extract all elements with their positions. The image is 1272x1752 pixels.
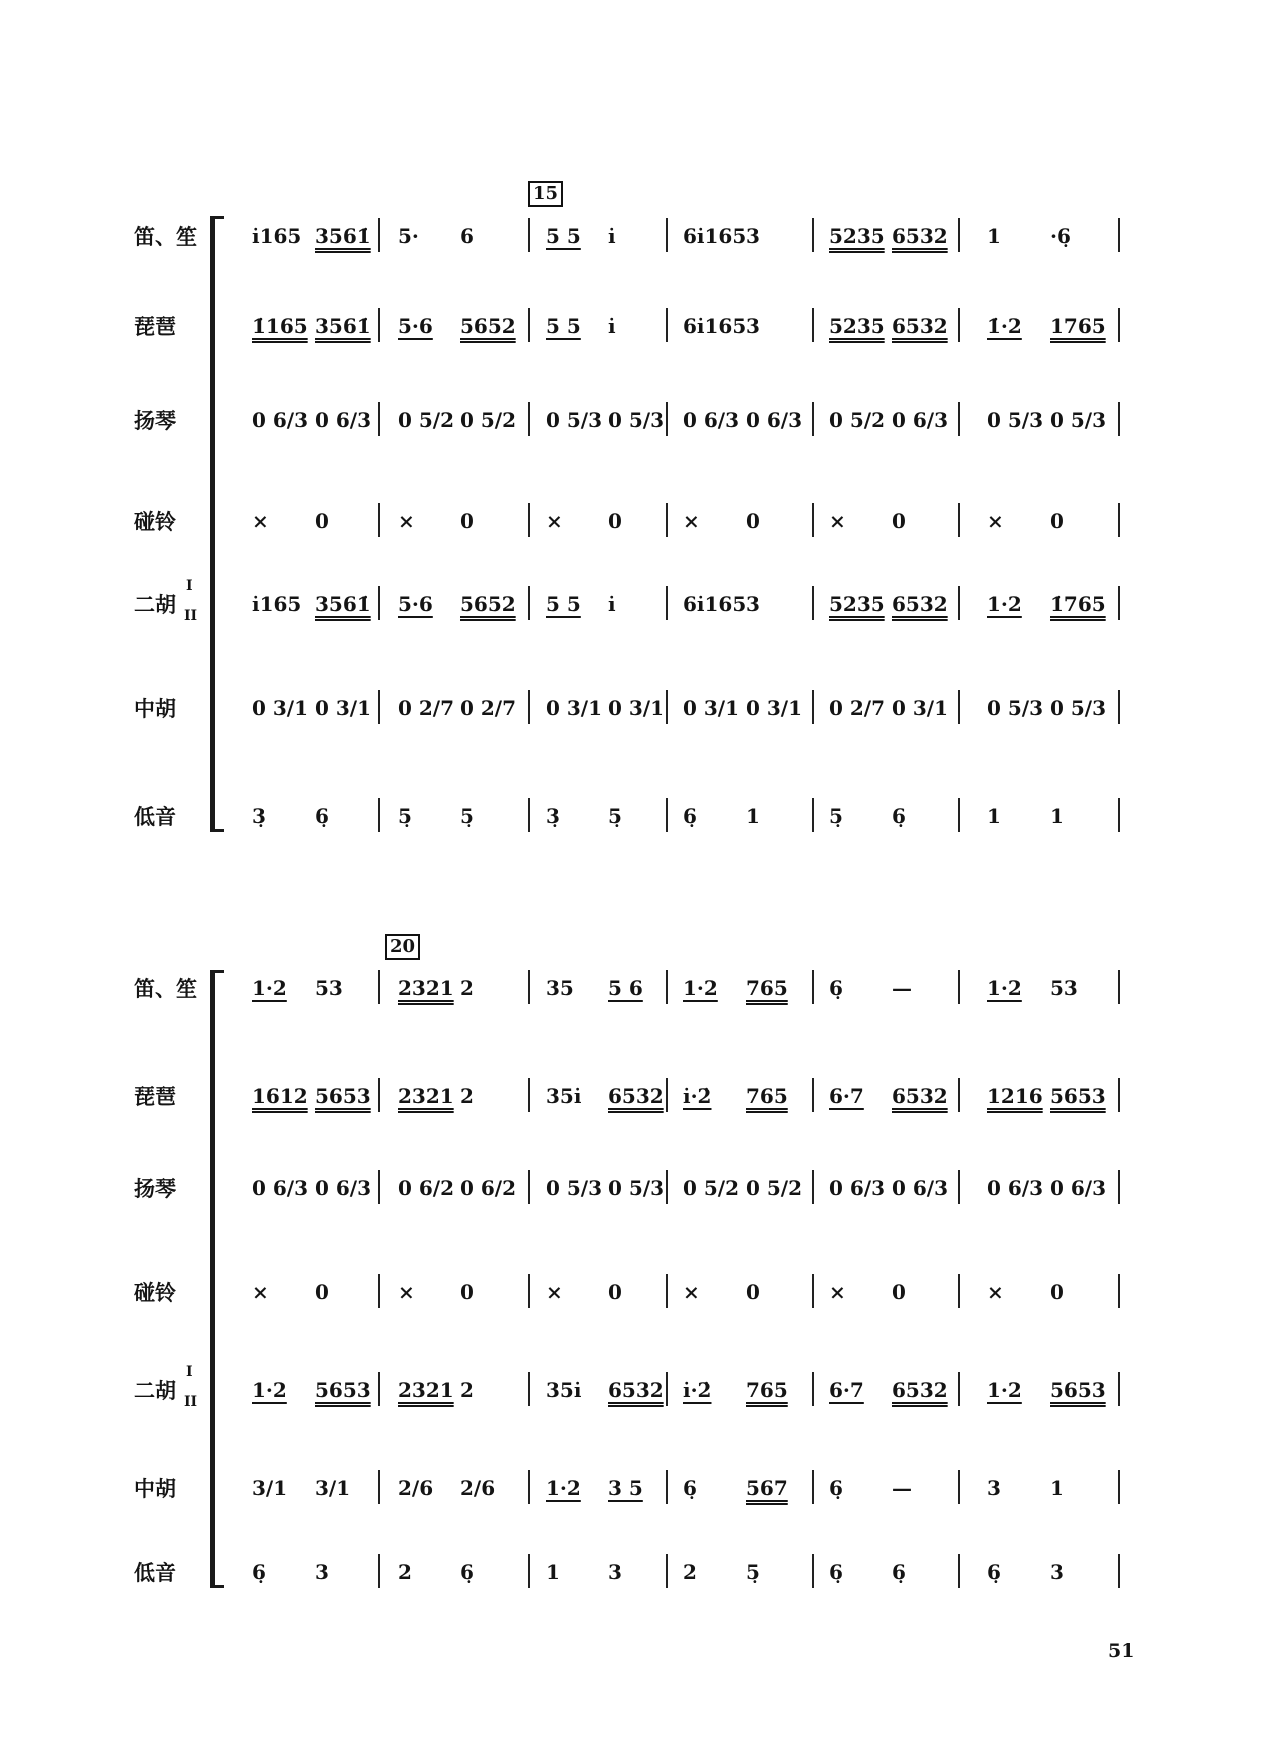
note-group: 5̣ (460, 804, 474, 828)
note-group: 2 (460, 1378, 474, 1402)
system-brace (210, 216, 215, 832)
note-group: 0 (460, 509, 474, 533)
barline (958, 586, 960, 620)
note-group: 0 5/3 (608, 408, 665, 432)
note-group: 53 (1050, 976, 1078, 1000)
note-group: × (546, 509, 563, 533)
note-group: 0 (1050, 1280, 1064, 1304)
note-group: 6̣ (987, 1560, 1001, 1584)
note-group: 0 6/3 (252, 408, 309, 432)
page-number: 51 (1108, 1640, 1135, 1662)
barline (812, 503, 814, 537)
note-group: 0 5/2 (460, 408, 517, 432)
system-brace (210, 970, 215, 1588)
part-numeral-bottom: II (184, 608, 198, 624)
note-group: 3561̇ (315, 314, 371, 338)
barline (666, 690, 668, 724)
note-group: 6̣ (683, 1476, 697, 1500)
note-group: 5 5 (546, 314, 581, 338)
note-group: 6532 (892, 314, 948, 338)
barline (958, 1372, 960, 1406)
barline (958, 1078, 960, 1112)
note-group: 1612 (252, 1084, 308, 1108)
barline (666, 1554, 668, 1588)
note-group: 6̣ (829, 976, 843, 1000)
barline (378, 798, 380, 832)
barline (378, 586, 380, 620)
barline (812, 1470, 814, 1504)
barline (378, 402, 380, 436)
barline (528, 586, 530, 620)
barline (666, 1078, 668, 1112)
barline (1118, 308, 1120, 342)
note-group: 5 5 (546, 224, 581, 248)
barline (958, 402, 960, 436)
note-group: 1 (546, 1560, 560, 1584)
note-group: 2321 (398, 976, 454, 1000)
note-group: × (987, 509, 1004, 533)
barline (666, 970, 668, 1004)
note-group: i̇165 (252, 224, 302, 248)
barline (958, 1274, 960, 1308)
note-group: 5̣ (746, 1560, 760, 1584)
note-group: 1765 (1050, 314, 1106, 338)
note-group: 0 5/2 (746, 1176, 803, 1200)
barline (528, 1372, 530, 1406)
barline (378, 1554, 380, 1588)
note-group: 5652 (460, 314, 516, 338)
note-group: 5652 (460, 592, 516, 616)
note-group: i̇·2̇ (683, 1084, 712, 1108)
note-group: 35i̇ (546, 1084, 582, 1108)
barline (812, 1170, 814, 1204)
note-group: 3 5 (608, 1476, 643, 1500)
instrument-name: 低音 (134, 805, 176, 829)
note-group: 0 6/3 (987, 1176, 1044, 1200)
note-group: 6532 (892, 224, 948, 248)
note-group: 2321 (398, 1378, 454, 1402)
note-group: 1216 (987, 1084, 1043, 1108)
brace-bottom-hook (210, 1585, 224, 1588)
note-group: 1·2 (683, 976, 718, 1000)
note-group: 5653 (1050, 1378, 1106, 1402)
brace-top-hook (210, 216, 224, 219)
note-group: 1·2 (987, 1378, 1022, 1402)
barline (378, 1078, 380, 1112)
note-group: — (892, 1476, 912, 1500)
note-group: 0 (892, 509, 906, 533)
note-group: 2 (460, 1084, 474, 1108)
note-group: 0 3/1 (892, 696, 949, 720)
note-group: 0 5/3 (1050, 696, 1107, 720)
instrument-name: 中胡 (134, 697, 176, 721)
barline (528, 218, 530, 252)
barline (1118, 503, 1120, 537)
note-group: 765 (746, 976, 788, 1000)
note-group: 0 6/2 (460, 1176, 517, 1200)
barline (528, 1078, 530, 1112)
note-group: 6·7 (829, 1084, 864, 1108)
note-group: 0 5/2 (683, 1176, 740, 1200)
note-group: 6̣ (683, 804, 697, 828)
note-group: i̇ (608, 224, 616, 248)
barline (528, 798, 530, 832)
note-group: 5· (398, 224, 419, 248)
barline (528, 1274, 530, 1308)
instrument-name: 琵琶 (134, 315, 176, 339)
note-group: 2/6 (460, 1476, 496, 1500)
brace-bottom-hook (210, 829, 224, 832)
note-group: × (252, 1280, 269, 1304)
note-group: 5̣ (608, 804, 622, 828)
rehearsal-mark: 15 (528, 181, 563, 207)
barline (666, 1372, 668, 1406)
note-group: 1·2 (546, 1476, 581, 1500)
barline (958, 970, 960, 1004)
note-group: 3561̇ (315, 592, 371, 616)
part-numeral-bottom: II (184, 1394, 198, 1410)
note-group: 0 5/3 (546, 408, 603, 432)
note-group: 5653 (315, 1084, 371, 1108)
barline (528, 1554, 530, 1588)
note-group: 1̇165 (252, 314, 308, 338)
note-group: 0 6/3 (252, 1176, 309, 1200)
note-group: 3 (987, 1476, 1001, 1500)
instrument-name: 笛、笙 (134, 225, 197, 249)
note-group: 0 5/3 (546, 1176, 603, 1200)
note-group: 5235 (829, 592, 885, 616)
note-group: 0 2/7 (829, 696, 886, 720)
note-group: 6̣ (829, 1560, 843, 1584)
note-group: 1 (987, 804, 1001, 828)
barline (378, 503, 380, 537)
note-group: × (683, 1280, 700, 1304)
barline (666, 308, 668, 342)
barline (958, 690, 960, 724)
barline (958, 503, 960, 537)
barline (666, 503, 668, 537)
barline (378, 1274, 380, 1308)
barline (378, 218, 380, 252)
note-group: × (546, 1280, 563, 1304)
barline (666, 1170, 668, 1204)
note-group: 0 6/3 (1050, 1176, 1107, 1200)
note-group: 3 (746, 224, 760, 248)
note-group: 0 (892, 1280, 906, 1304)
note-group: 35 (546, 976, 574, 1000)
note-group: 5·6 (398, 592, 433, 616)
barline (1118, 586, 1120, 620)
note-group: 1 (1050, 804, 1064, 828)
note-group: 2/6 (398, 1476, 434, 1500)
note-group: 5653 (315, 1378, 371, 1402)
barline (958, 1554, 960, 1588)
note-group: 0 2/7 (460, 696, 517, 720)
note-group: 1·2 (252, 976, 287, 1000)
part-numeral-top: I (186, 578, 193, 594)
instrument-name: 琵琶 (134, 1085, 176, 1109)
note-group: 6532 (892, 1378, 948, 1402)
note-group: 35i̇ (546, 1378, 582, 1402)
note-group: 0 5/3 (987, 408, 1044, 432)
note-group: × (829, 1280, 846, 1304)
barline (1118, 1078, 1120, 1112)
note-group: 2 (398, 1560, 412, 1584)
note-group: 6532 (892, 592, 948, 616)
note-group: 3/1 (252, 1476, 288, 1500)
note-group: 5̣ (829, 804, 843, 828)
note-group: 3 (315, 1560, 329, 1584)
note-group: 0 6/2 (398, 1176, 455, 1200)
note-group: 1·2 (252, 1378, 287, 1402)
barline (958, 1170, 960, 1204)
note-group: 1·2 (987, 592, 1022, 616)
barline (812, 798, 814, 832)
note-group: 0 6/3 (746, 408, 803, 432)
note-group: × (829, 509, 846, 533)
barline (812, 586, 814, 620)
note-group: 1 (1050, 1476, 1064, 1500)
note-group: 0 (608, 1280, 622, 1304)
note-group: 5̣ (398, 804, 412, 828)
note-group: 5235 (829, 224, 885, 248)
note-group: 0 6/3 (683, 408, 740, 432)
note-group: 0 5/3 (987, 696, 1044, 720)
barline (666, 218, 668, 252)
note-group: 567 (746, 1476, 788, 1500)
note-group: 5 5 (546, 592, 581, 616)
barline (378, 970, 380, 1004)
instrument-name: 二胡 (134, 593, 176, 617)
note-group: 0 3/1 (608, 696, 665, 720)
note-group: 0 3/1 (546, 696, 603, 720)
note-group: i̇ (608, 314, 616, 338)
barline (812, 402, 814, 436)
note-group: 6532 (892, 1084, 948, 1108)
note-group: 0 6/3 (315, 1176, 372, 1200)
barline (378, 690, 380, 724)
note-group: 3 (1050, 1560, 1064, 1584)
note-group: i̇·2̇ (683, 1378, 712, 1402)
barline (378, 1470, 380, 1504)
note-group: 6̣ (892, 804, 906, 828)
note-group: 2 (460, 976, 474, 1000)
note-group: 0 3/1 (746, 696, 803, 720)
note-group: 6̣ (460, 1560, 474, 1584)
note-group: × (252, 509, 269, 533)
barline (812, 1372, 814, 1406)
barline (812, 218, 814, 252)
barline (958, 218, 960, 252)
barline (1118, 218, 1120, 252)
part-numeral-top: I (186, 1364, 193, 1380)
barline (1118, 1274, 1120, 1308)
note-group: 6·7 (829, 1378, 864, 1402)
barline (1118, 798, 1120, 832)
instrument-name: 扬琴 (134, 409, 176, 433)
note-group: 5·6 (398, 314, 433, 338)
note-group: 3/1 (315, 1476, 351, 1500)
barline (1118, 402, 1120, 436)
note-group: 6 (460, 224, 474, 248)
note-group: 0 (746, 509, 760, 533)
note-group: 5235 (829, 314, 885, 338)
note-group: 1̇765 (1050, 592, 1106, 616)
barline (812, 1078, 814, 1112)
barline (812, 1274, 814, 1308)
note-group: 0 2/7 (398, 696, 455, 720)
barline (1118, 1470, 1120, 1504)
barline (812, 308, 814, 342)
note-group: — (892, 976, 912, 1000)
barline (378, 1170, 380, 1204)
note-group: i̇165 (252, 592, 302, 616)
note-group: 6532 (608, 1378, 664, 1402)
barline (528, 503, 530, 537)
instrument-name: 二胡 (134, 1379, 176, 1403)
note-group: 0 (608, 509, 622, 533)
barline (958, 1470, 960, 1504)
note-group: × (398, 1280, 415, 1304)
barline (958, 308, 960, 342)
note-group: 3 (746, 314, 760, 338)
rehearsal-mark: 20 (385, 934, 420, 960)
note-group: 0 6/3 (829, 1176, 886, 1200)
note-group: 6532 (608, 1084, 664, 1108)
barline (958, 798, 960, 832)
note-group: 0 (315, 509, 329, 533)
note-group: 1·2 (987, 976, 1022, 1000)
note-group: 0 6/3 (892, 1176, 949, 1200)
instrument-name: 中胡 (134, 1477, 176, 1501)
note-group: 3̣ (252, 804, 266, 828)
note-group: 6̣ (315, 804, 329, 828)
note-group: 5 6 (608, 976, 643, 1000)
note-group: 3561̇ (315, 224, 371, 248)
note-group: 3̣ (546, 804, 560, 828)
note-group: 0 5/3 (608, 1176, 665, 1200)
note-group: 0 5/2 (398, 408, 455, 432)
note-group: × (987, 1280, 1004, 1304)
barline (378, 308, 380, 342)
barline (666, 798, 668, 832)
note-group: 0 3/1 (683, 696, 740, 720)
barline (378, 1372, 380, 1406)
barline (528, 402, 530, 436)
note-group: 0 (1050, 509, 1064, 533)
barline (1118, 1554, 1120, 1588)
instrument-name: 碰铃 (134, 510, 176, 534)
instrument-name: 扬琴 (134, 1177, 176, 1201)
note-group: 1 (746, 804, 760, 828)
note-group: 6i̇165 (683, 224, 747, 248)
note-group: 0 6/3 (315, 408, 372, 432)
note-group: × (398, 509, 415, 533)
barline (1118, 690, 1120, 724)
note-group: 3 (746, 592, 760, 616)
barline (528, 308, 530, 342)
note-group: 0 3/1 (315, 696, 372, 720)
note-group: i̇ (608, 592, 616, 616)
note-group: 2 (683, 1560, 697, 1584)
brace-top-hook (210, 970, 224, 973)
barline (1118, 1372, 1120, 1406)
barline (666, 1470, 668, 1504)
instrument-name: 低音 (134, 1561, 176, 1585)
note-group: 0 6/3 (892, 408, 949, 432)
note-group: 6̣ (892, 1560, 906, 1584)
note-group: 765 (746, 1084, 788, 1108)
note-group: 6̣ (252, 1560, 266, 1584)
barline (528, 690, 530, 724)
note-group: 1̇·2 (987, 314, 1022, 338)
barline (666, 586, 668, 620)
note-group: 765 (746, 1378, 788, 1402)
barline (1118, 1170, 1120, 1204)
barline (1118, 970, 1120, 1004)
barline (812, 690, 814, 724)
barline (666, 1274, 668, 1308)
barline (812, 1554, 814, 1588)
note-group: 6̣ (829, 1476, 843, 1500)
note-group: 1 (987, 224, 1001, 248)
barline (528, 1170, 530, 1204)
note-group: 0 3/1 (252, 696, 309, 720)
note-group: × (683, 509, 700, 533)
instrument-name: 碰铃 (134, 1281, 176, 1305)
barline (528, 970, 530, 1004)
barline (666, 402, 668, 436)
note-group: 6i̇165 (683, 592, 747, 616)
note-group: ·6̣ (1050, 224, 1071, 248)
note-group: 53 (315, 976, 343, 1000)
note-group: 5653 (1050, 1084, 1106, 1108)
note-group: 3 (608, 1560, 622, 1584)
instrument-name: 笛、笙 (134, 977, 197, 1001)
note-group: 6i̇165 (683, 314, 747, 338)
note-group: 0 5/2 (829, 408, 886, 432)
note-group: 0 (315, 1280, 329, 1304)
note-group: 0 (746, 1280, 760, 1304)
barline (812, 970, 814, 1004)
barline (528, 1470, 530, 1504)
note-group: 0 5/3 (1050, 408, 1107, 432)
note-group: 2321 (398, 1084, 454, 1108)
note-group: 0 (460, 1280, 474, 1304)
